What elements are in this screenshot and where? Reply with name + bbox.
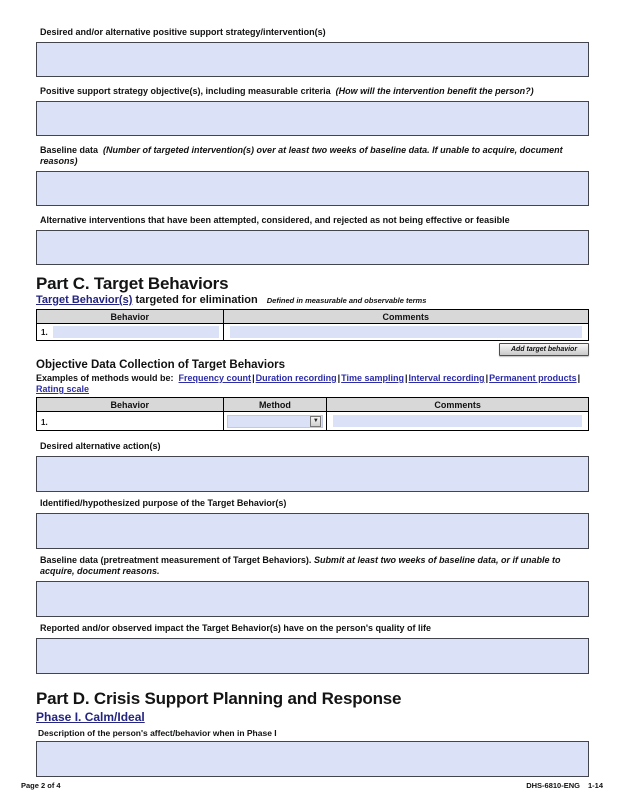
- form-revision: 1-14: [587, 781, 603, 790]
- field-label: [40, 86, 589, 97]
- table-header-row: [37, 310, 589, 324]
- baseline-data-textarea[interactable]: [36, 171, 589, 206]
- elimination-table: [36, 309, 589, 341]
- behavior-input[interactable]: [53, 326, 219, 338]
- field-block-desired-alternative: [36, 441, 589, 492]
- hypothesized-purpose-textarea[interactable]: [36, 513, 589, 549]
- examples-prefix: Examples of methods would be:: [36, 373, 174, 383]
- field-label-note: (How will the intervention benefit the person?): [335, 86, 534, 96]
- field-label: [40, 498, 589, 509]
- field-label-note: (Number of targeted intervention(s) over at least two weeks of baseline data. If unable to acquire, document reasons): [40, 145, 563, 166]
- link-time-sampling[interactable]: Time sampling |: [341, 373, 408, 383]
- column-header-method: Method: [223, 398, 327, 412]
- data-collection-table: [36, 397, 589, 431]
- page-footer: [21, 781, 603, 790]
- field-label-text: Positive support strategy objective(s), including measurable criteria: [40, 86, 331, 96]
- page-number: Page 2 of 4: [21, 781, 61, 790]
- pretreatment-baseline-textarea[interactable]: [36, 581, 589, 617]
- form-code: DHS-6810-ENG: [526, 781, 580, 790]
- table-row: [37, 324, 589, 341]
- link-interval-recording[interactable]: Interval recording |: [409, 373, 490, 383]
- phase-1-description-label: Description of the person's affect/behavior when in Phase I: [38, 728, 277, 738]
- comments-input[interactable]: [333, 415, 582, 427]
- link-permanent-products[interactable]: Permanent products |: [489, 373, 581, 383]
- strategy-objectives-textarea[interactable]: [36, 101, 589, 136]
- chevron-down-icon: ▼: [312, 418, 319, 424]
- field-block-alternative-interventions: [36, 215, 589, 265]
- quality-of-life-textarea[interactable]: [36, 638, 589, 674]
- link-frequency-count[interactable]: Frequency count |: [179, 373, 256, 383]
- column-header-comments: Comments: [223, 310, 588, 324]
- target-behaviors-rest: targeted for elimination: [135, 294, 258, 306]
- field-block-quality-of-life: [36, 623, 589, 674]
- field-label-text: Baseline data (pretreatment measurement of Target Behaviors).: [40, 555, 312, 565]
- link-rating-scale[interactable]: Rating scale: [36, 384, 90, 394]
- field-label-text: Identified/hypothesized purpose of the Target Behavior(s): [40, 498, 287, 508]
- field-block-pretreatment-baseline: [36, 555, 589, 617]
- field-label-text: Desired and/or alternative positive support strategy/intervention(s): [40, 27, 326, 37]
- field-label: [40, 555, 589, 577]
- part-c-title: Part C. Target Behaviors: [36, 274, 229, 293]
- field-label: [40, 623, 589, 634]
- table-row: [37, 412, 589, 431]
- objective-data-title: Objective Data Collection of Target Behaviors: [36, 359, 286, 371]
- method-examples-line: [36, 373, 589, 395]
- desired-strategy-textarea[interactable]: [36, 42, 589, 77]
- phase-1-description-textarea[interactable]: [36, 741, 589, 777]
- target-behaviors-note: Defined in measurable and observable terms: [266, 296, 427, 305]
- part-d-title: Part D. Crisis Support Planning and Response: [36, 689, 402, 708]
- field-label: [40, 27, 589, 38]
- row-number: 1.: [41, 418, 48, 427]
- part-c-lower-fields: [36, 441, 589, 674]
- target-behaviors-link[interactable]: Target Behavior(s): [36, 294, 133, 306]
- field-label: [40, 215, 589, 226]
- comments-input[interactable]: [230, 326, 582, 338]
- field-label-text: Reported and/or observed impact the Target Behavior(s) have on the person's quality of life: [40, 623, 432, 633]
- row-number: 1.: [41, 327, 48, 337]
- field-block-hypothesized-purpose: [36, 498, 589, 549]
- field-block-desired-strategy: [36, 27, 589, 77]
- link-duration-recording[interactable]: Duration recording |: [256, 373, 342, 383]
- field-block-strategy-objectives: [36, 86, 589, 136]
- method-dropdown[interactable]: [227, 415, 324, 428]
- phase-1-link[interactable]: Phase I. Calm/Ideal: [36, 710, 145, 724]
- field-label-text: Alternative interventions that have been attempted, considered, and rejected as not being effective or feasible: [40, 215, 510, 225]
- table-header-row: [37, 398, 589, 412]
- column-header-behavior: Behavior: [37, 310, 224, 324]
- field-block-baseline-data: [36, 145, 589, 206]
- add-button-row: [36, 343, 589, 356]
- field-label-note: Submit at least two weeks of baseline data, or if unable to acquire, document reasons.: [40, 555, 561, 576]
- alternative-interventions-textarea[interactable]: [36, 230, 589, 265]
- form-number: [526, 781, 603, 790]
- column-header-comments: Comments: [327, 398, 589, 412]
- part-c-section: [36, 274, 589, 674]
- field-label: [40, 145, 589, 167]
- target-behaviors-subheading: [36, 294, 589, 307]
- field-label: [40, 441, 589, 452]
- column-header-behavior: Behavior: [37, 398, 224, 412]
- add-target-behavior-button[interactable]: Add target behavior: [499, 343, 589, 356]
- field-label-text: Desired alternative action(s): [40, 441, 161, 451]
- dropdown-arrow-button[interactable]: [310, 416, 321, 427]
- part-d-section: [36, 689, 589, 777]
- desired-alternative-textarea[interactable]: [36, 456, 589, 492]
- field-label-text: Baseline data: [40, 145, 99, 155]
